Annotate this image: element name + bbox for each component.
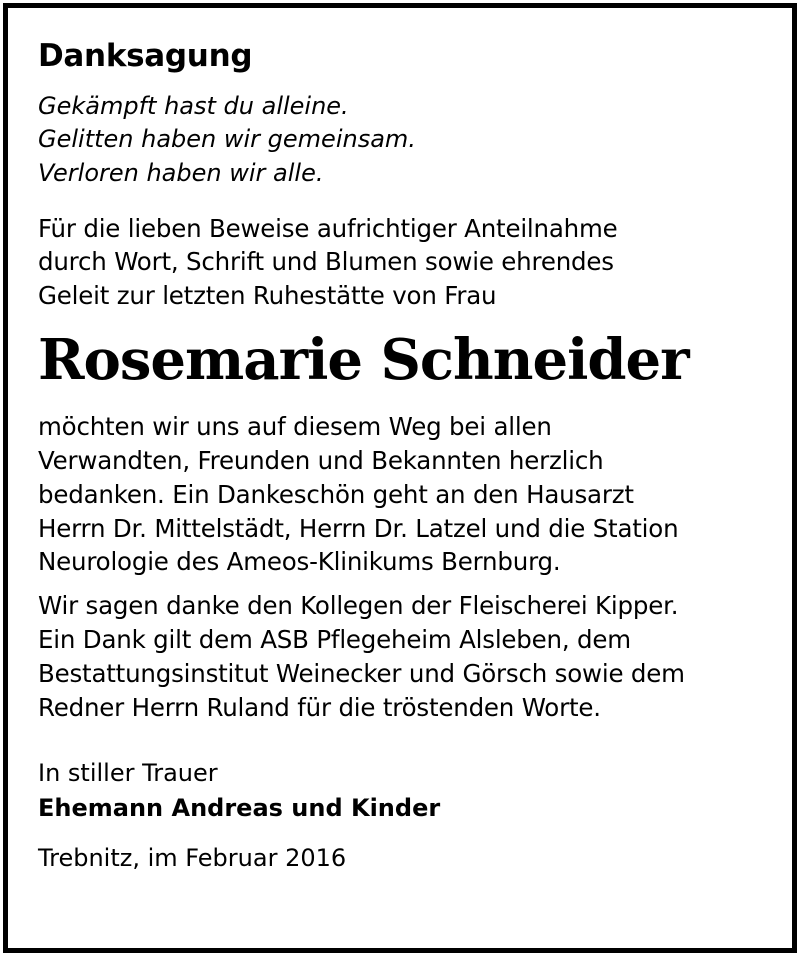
deceased-name: Rosemarie Schneider <box>38 327 689 394</box>
thanks-paragraph-1 <box>38 410 772 579</box>
place-date: Trebnitz, im Februar 2016 <box>38 843 347 872</box>
notice-heading: Danksagung <box>38 38 253 74</box>
poem <box>38 90 772 189</box>
thanks-line: Herrn Dr. Mittelstädt, Herrn Dr. Latzel und die Station <box>38 513 679 543</box>
poem-line: Gelitten haben wir gemeinsam. <box>38 125 416 154</box>
thanks-line: Verwandten, Freunden und Bekannten herzlich <box>38 446 604 475</box>
notice-frame <box>3 3 797 953</box>
thanks-line: möchten wir uns auf diesem Weg bei allen <box>38 412 552 442</box>
signature-block <box>38 756 772 826</box>
thanks-paragraph-2 <box>38 589 772 724</box>
thanks-line: bedanken. Ein Dankeschön geht an den Hausarzt <box>38 479 634 509</box>
intro-paragraph <box>38 212 772 313</box>
thanks-line: Redner Herrn Ruland für die tröstenden Worte. <box>38 692 601 722</box>
thanks-line: Ein Dank gilt dem ASB Pflegeheim Alsleben, dem <box>38 624 631 654</box>
signature-name: Ehemann Andreas und Kinder <box>38 794 441 823</box>
poem-line: Gekämpft hast du alleine. <box>38 92 349 121</box>
intro-line: Für die lieben Beweise aufrichtiger Anteilnahme <box>38 213 618 243</box>
thanks-line: Bestattungsinstitut Weinecker und Görsch sowie dem <box>38 658 685 688</box>
intro-line: durch Wort, Schrift und Blumen sowie ehrendes <box>38 247 614 277</box>
thanks-line: Wir sagen danke den Kollegen der Fleischerei Kipper. <box>38 591 679 621</box>
signature-line: In stiller Trauer <box>38 759 218 788</box>
thanks-line: Neurologie des Ameos-Klinikums Bernburg. <box>38 547 561 577</box>
intro-line: Geleit zur letzten Ruhestätte von Frau <box>38 281 497 311</box>
poem-line: Verloren haben wir alle. <box>38 158 324 187</box>
notice-content <box>38 36 772 872</box>
